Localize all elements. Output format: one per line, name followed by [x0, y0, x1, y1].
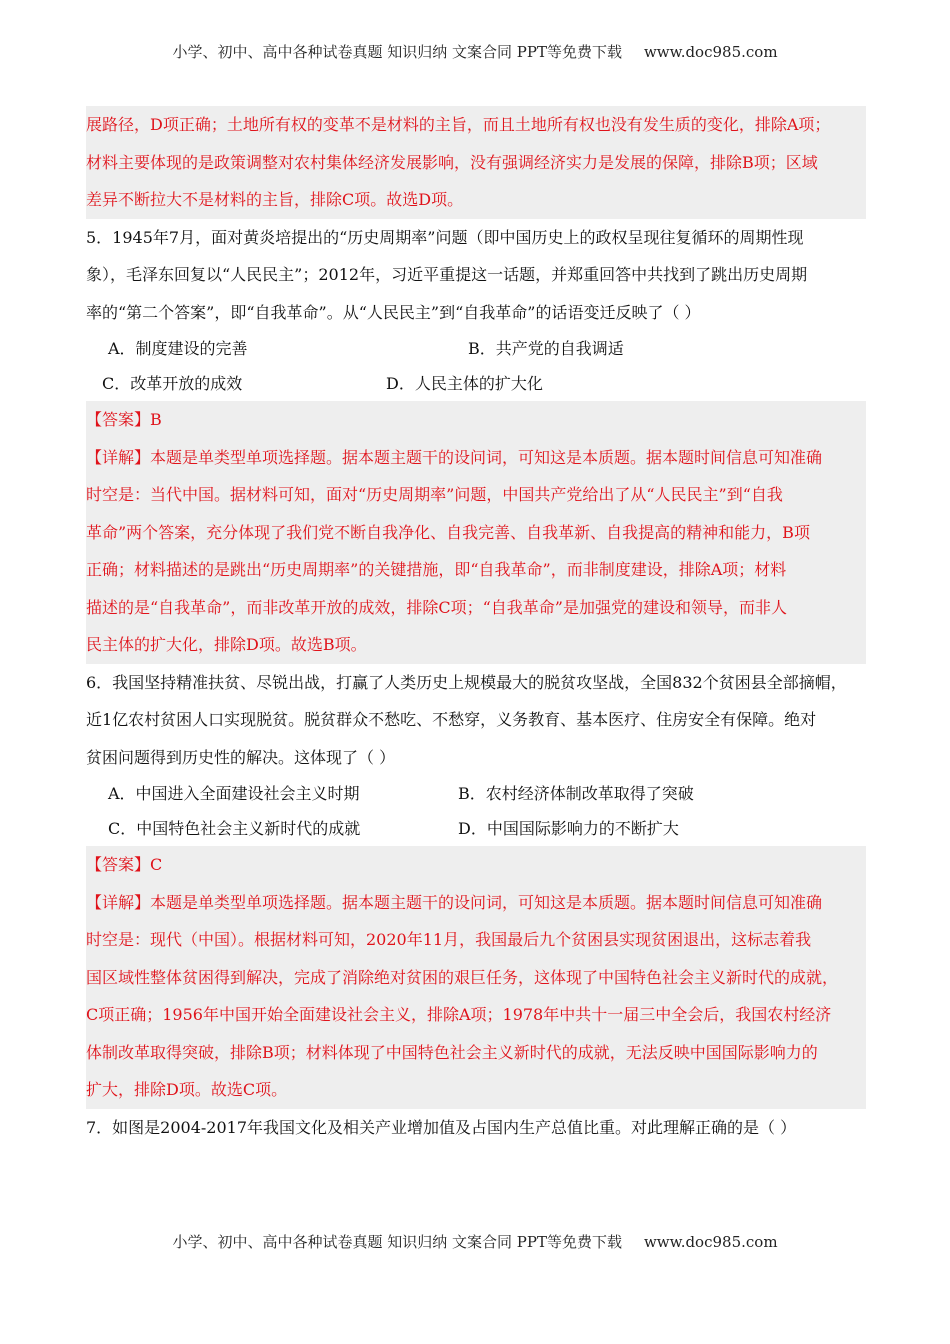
- question-5: [86, 219, 866, 332]
- explanation-line: 描述的是“自我革命”，而非改革开放的成效，排除C项；“自我革命”是加强党的建设和领导，而非人: [86, 597, 787, 617]
- option-b: B．农村经济体制改革取得了突破: [458, 784, 694, 803]
- option-c: C．中国特色社会主义新时代的成就: [108, 819, 361, 838]
- question-line: 象），毛泽东回复以“人民民主”；2012年，习近平重提这一话题，并郑重回答中共找到了跳出历史周期: [86, 265, 808, 284]
- footer-url[interactable]: www.doc985.com: [643, 1233, 778, 1251]
- explanation-line: 材料主要体现的是政策调整对农村集体经济发展影响，没有强调经济实力是发展的保障，排除B项；区域: [86, 152, 818, 172]
- explanation-line: 展路径，D项正确；土地所有权的变革不是材料的主旨，而且土地所有权也没有发生质的变化，排除A项；: [86, 115, 831, 134]
- explanation-line: C项正确；1956年中国开始全面建设社会主义，排除A项；1978年中共十一届三中全会后，我国农村经济: [86, 1005, 832, 1024]
- header-url[interactable]: www.doc985.com: [643, 43, 778, 61]
- explanation-line: 时空是：当代中国。据材料可知，面对“历史周期率”问题，中国共产党给出了从“人民民主”到“自我: [86, 485, 783, 504]
- explanation-line: 差异不断拉大不是材料的主旨，排除C项。故选D项。: [86, 190, 464, 209]
- question-line: 率的“第二个答案”，即“自我革命”。从“人民民主”到“自我革命”的话语变迁反映了（ ）: [86, 302, 701, 322]
- question-line: 6．我国坚持精准扶贫、尽锐出战，打赢了人类历史上规模最大的脱贫攻坚战，全国832个贫困县全部摘帽，: [86, 672, 847, 692]
- question-line: 近1亿农村贫困人口实现脱贫。脱贫群众不愁吃、不愁穿，义务教育、基本医疗、住房安全有保障。绝对: [86, 710, 817, 729]
- question-7: [86, 1109, 866, 1147]
- explanation-line: 【详解】本题是单类型单项选择题。据本题主题干的设问词，可知这是本质题。据本题时间信息可知准确: [86, 892, 823, 912]
- page-footer: [0, 1231, 950, 1252]
- explanation-line: 革命”两个答案，充分体现了我们党不断自我净化、自我完善、自我革新、自我提高的精神和能力，B项: [86, 522, 810, 542]
- option-a: A．制度建设的完善: [108, 339, 248, 358]
- question-5-options: [86, 331, 866, 401]
- option-d: D．中国国际影响力的不断扩大: [458, 819, 679, 838]
- explanation-line: 民主体的扩大化，排除D项。故选B项。: [86, 635, 367, 654]
- option-a: A．中国进入全面建设社会主义时期: [108, 784, 360, 803]
- option-d: D．人民主体的扩大化: [386, 374, 543, 393]
- explanation-line: 时空是：现代（中国）。根据材料可知，2020年11月，我国最后九个贫困县实现贫困退出，这标志着我: [86, 930, 812, 949]
- question-line: 5．1945年7月，面对黄炎培提出的“历史周期率”问题（即中国历史上的政权呈现往复循环的周期性现: [86, 227, 804, 247]
- header-text: 小学、初中、高中各种试卷真题 知识归纳 文案合同 PPT等免费下载: [172, 43, 622, 61]
- page-header: [0, 41, 950, 62]
- question-6: [86, 664, 866, 777]
- answer-label: 【答案】B: [86, 410, 162, 429]
- question-6-answer-block: [86, 846, 866, 1109]
- explanation-line: 国区域性整体贫困得到解决，完成了消除绝对贫困的艰巨任务，这体现了中国特色社会主义新时代的成就，: [86, 967, 839, 987]
- question-5-answer-block: [86, 401, 866, 664]
- footer-text: 小学、初中、高中各种试卷真题 知识归纳 文案合同 PPT等免费下载: [172, 1233, 622, 1251]
- question-line: 7．如图是2004-2017年我国文化及相关产业增加值及占国内生产总值比重。对此理解正确的是（ ）: [86, 1117, 797, 1137]
- explanation-line: 正确；材料描述的是跳出“历史周期率”的关键措施，即“自我革命”，而非制度建设，排除A项；材料: [86, 560, 787, 579]
- explanation-line: 体制改革取得突破，排除B项；材料体现了中国特色社会主义新时代的成就，无法反映中国国际影响力的: [86, 1042, 818, 1062]
- question-6-options: [86, 776, 866, 846]
- answer-label: 【答案】C: [86, 855, 163, 874]
- option-b: B．共产党的自我调适: [468, 339, 624, 358]
- prev-explanation: [86, 106, 866, 219]
- explanation-line: 【详解】本题是单类型单项选择题。据本题主题干的设问词，可知这是本质题。据本题时间信息可知准确: [86, 447, 823, 467]
- option-c: C．改革开放的成效: [102, 374, 243, 393]
- page-content: [86, 106, 866, 1146]
- explanation-line: 扩大，排除D项。故选C项。: [86, 1080, 288, 1099]
- question-line: 贫困问题得到历史性的解决。这体现了（ ）: [86, 747, 396, 767]
